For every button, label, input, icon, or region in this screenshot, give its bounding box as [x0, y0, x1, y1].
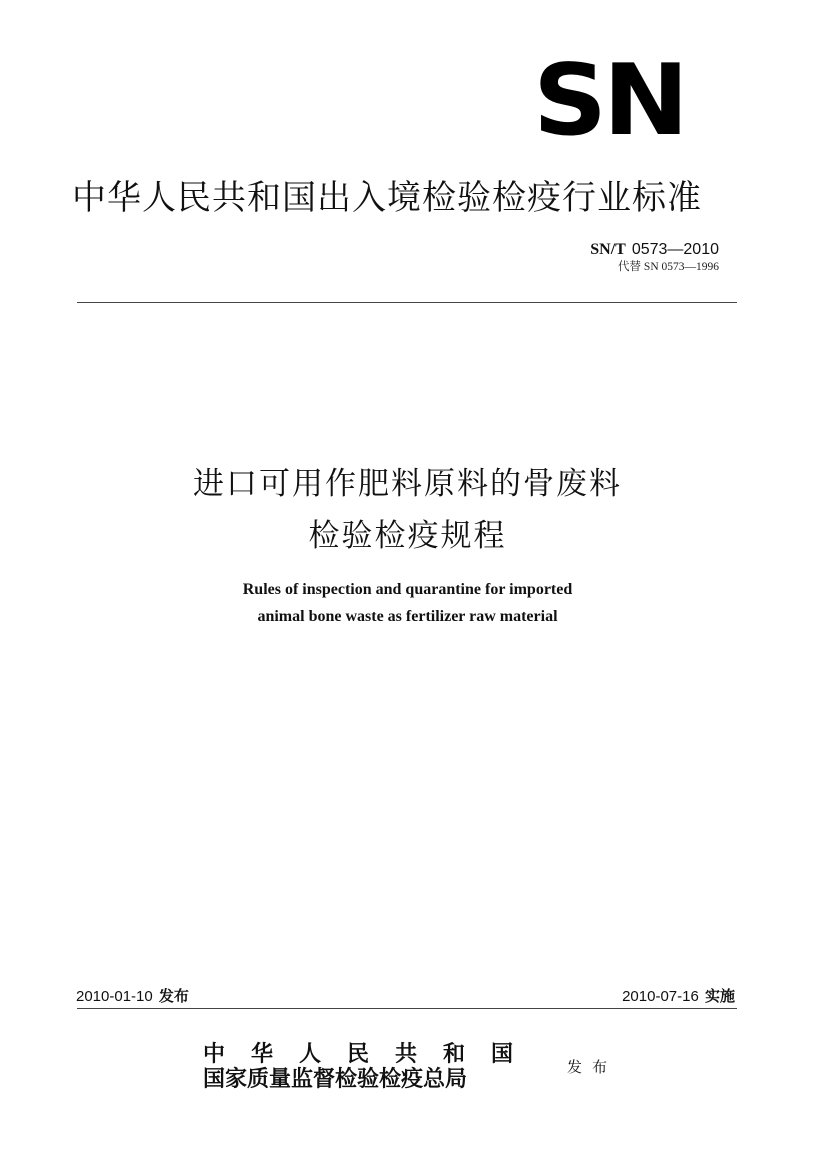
organization-title: 中华人民共和国出入境检验检疫行业标准: [72, 178, 702, 218]
issue-date-label: 发布: [158, 987, 189, 1005]
replaces-note: 代替 SN 0573—1996: [618, 261, 719, 273]
standard-prefix: SN/T: [590, 241, 626, 258]
chinese-title-line-1: 进口可用作肥料原料的骨废料: [193, 466, 622, 502]
top-divider: [77, 302, 737, 303]
issuer-line-2: 国家质量监督检验检疫总局: [203, 1066, 468, 1092]
english-title-line-2: animal bone waste as fertilizer raw material: [257, 608, 558, 625]
english-title-line-1: Rules of inspection and quarantine for imported: [242, 581, 573, 598]
issue-date-value: 2010-01-10: [76, 988, 153, 1005]
standard-number: [590, 239, 719, 260]
issuer-line-1: 中华人民共和国: [203, 1041, 540, 1067]
implementation-date-value: 2010-07-16: [622, 988, 699, 1005]
chinese-title-line-2: 检验检疫规程: [308, 518, 507, 554]
issue-date: [76, 985, 189, 1006]
standard-code: 0573—2010: [631, 241, 719, 258]
issuing-authority: [203, 1042, 539, 1092]
issuer-action: 发布: [567, 1058, 618, 1076]
implementation-date: [622, 985, 735, 1006]
standard-number-block: [590, 239, 719, 274]
implementation-date-label: 实施: [704, 987, 735, 1005]
sn-logo: SN: [533, 44, 685, 158]
bottom-divider: [77, 1008, 737, 1009]
